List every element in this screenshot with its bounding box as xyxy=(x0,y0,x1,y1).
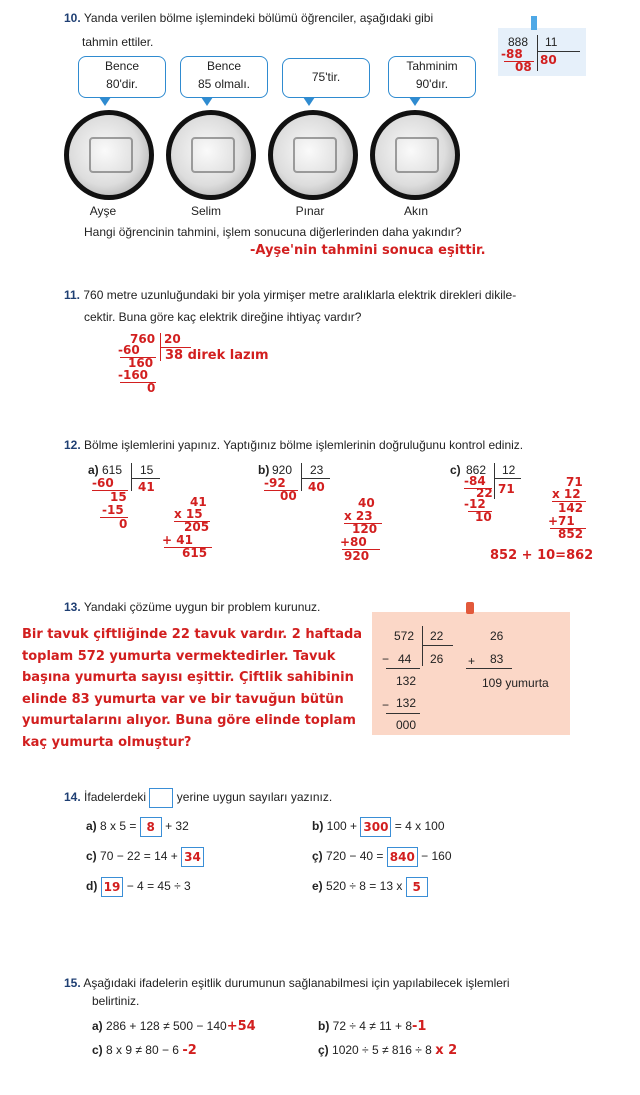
q12-a-sub2: -15 xyxy=(102,503,124,517)
check-line: x 15 xyxy=(174,507,203,521)
check-line: x 12 xyxy=(552,487,581,501)
q12-number: 12. xyxy=(64,438,81,452)
name-pinar: Pınar xyxy=(295,204,325,218)
bubble-text: Bence xyxy=(104,59,140,73)
speech-bubble-pinar xyxy=(282,58,370,98)
q11-r1: 160 xyxy=(128,356,154,370)
q11-divisor: 20 xyxy=(164,332,181,346)
check-line: 920 xyxy=(344,549,370,563)
q12-c xyxy=(450,463,550,533)
q12-c-quotient: 71 xyxy=(498,482,515,496)
q10-answer: -Ayşe'nin tahmini sonuca eşittir. xyxy=(250,243,486,258)
note-add1: 26 xyxy=(490,629,504,643)
q12-b-dividend: 920 xyxy=(272,463,293,477)
q12-b-label: b) xyxy=(258,463,270,477)
speech-bubble-akin xyxy=(388,56,476,98)
note-r1: 132 xyxy=(396,674,417,688)
name-ayse: Ayşe xyxy=(89,204,117,218)
answer-box: 300 xyxy=(360,817,391,837)
check-line: 40 xyxy=(358,496,375,510)
q14-text-post: yerine uygun sayıları yazınız. xyxy=(176,790,333,805)
q13-answer-line: kaç yumurta olmuştur? xyxy=(22,734,192,750)
note-sub2: 132 xyxy=(396,696,417,710)
q10-division-card xyxy=(498,28,586,76)
q14-item-c: c) 70 − 22 = 14 + 34 xyxy=(86,847,204,867)
q12-c-label: c) xyxy=(450,463,461,477)
note-add2: 83 xyxy=(490,652,504,666)
q13-answer-line: yumurtalarını alıyor. Buna göre elinde toplam xyxy=(22,713,356,728)
q14-text xyxy=(64,788,332,808)
q12-text-line: Bölme işlemlerini yapınız. Yaptığınız bölme işlemlerinin doğruluğunu kontrol ediniz. xyxy=(84,438,524,452)
q12-c-sub2: -12 xyxy=(464,497,486,511)
q13-answer-line: Bir tavuk çiftliğinde 22 tavuk vardır. 2 haftada xyxy=(22,627,363,642)
q12-b-quotient: 40 xyxy=(308,480,325,494)
q15-number: 15. xyxy=(64,976,81,990)
bubble-text: 90'dır. xyxy=(415,77,449,91)
q15-item-cc: ç) 1020 ÷ 5 ≠ 816 ÷ 8 x 2 xyxy=(318,1043,458,1058)
q11-r2: 0 xyxy=(147,381,156,395)
q12-a-label: a) xyxy=(88,463,99,477)
q11-sub2: -160 xyxy=(118,368,149,382)
answer-box: 8 xyxy=(140,817,162,837)
check-line: +71 xyxy=(548,514,575,528)
q13-text-line: Yandaki çözüme uygun bir problem kurunuz. xyxy=(83,600,321,614)
q10-sub: -88 xyxy=(501,47,523,61)
q12-a-dividend: 615 xyxy=(102,463,123,477)
check-line: 71 xyxy=(566,475,583,489)
check-line: 120 xyxy=(352,522,378,536)
answer-box: 19 xyxy=(101,877,124,897)
name-akin: Akın xyxy=(403,204,428,218)
check-line: +80 xyxy=(340,535,367,549)
q10-number: 10. xyxy=(64,11,81,25)
speech-bubble-selim xyxy=(180,56,268,98)
q10-question: Hangi öğrencinin tahmini, işlem sonucuna diğerlerinden daha yakındır? xyxy=(84,225,462,239)
q12-c-r1: 22 xyxy=(476,486,493,500)
q14-item-cc: ç) 720 − 40 = 840 − 160 xyxy=(312,847,452,867)
q14-item-a: a) 8 x 5 = 8 + 32 xyxy=(86,817,189,837)
q12-b-check xyxy=(340,497,410,567)
q12-a-check xyxy=(160,496,230,566)
q14-number: 14. xyxy=(64,790,81,805)
q11-sub1: -60 xyxy=(118,343,140,357)
q12-c-sub1: -84 xyxy=(464,474,486,488)
check-line: 205 xyxy=(184,520,210,534)
student-photo-selim xyxy=(166,110,256,200)
note-dividend: 572 xyxy=(394,629,415,643)
pin-icon xyxy=(531,16,537,30)
q13-answer-line: elinde 83 yumurta var ve bir tavuğun bütün xyxy=(22,691,344,707)
q13-answer-line: toplam 572 yumurta vermektedirler. Tavuk xyxy=(22,648,336,664)
q12-a-sub1: -60 xyxy=(92,476,114,490)
q14-item-b: b) 100 + 300 = 4 x 100 xyxy=(312,817,445,837)
q14-text-pre: İfadelerdeki xyxy=(84,790,147,805)
name-selim: Selim xyxy=(190,204,221,218)
q13-number: 13. xyxy=(64,600,81,614)
q12-b-r1: 00 xyxy=(280,489,297,503)
q12-a-r2: 0 xyxy=(119,517,128,531)
q15-text xyxy=(64,975,510,992)
q12-a-divisor: 15 xyxy=(140,463,154,477)
check-line: 852 xyxy=(558,527,584,541)
q11-text xyxy=(64,287,516,304)
q12-c-check xyxy=(548,476,608,546)
q12-text xyxy=(64,437,523,454)
q10-text-line2: tahmin ettiler. xyxy=(82,35,154,49)
answer-box: 840 xyxy=(387,847,418,867)
q10-dividend: 888 xyxy=(508,35,529,49)
check-line: 615 xyxy=(182,546,208,560)
q14-item-d: d) 19 − 4 = 45 ÷ 3 xyxy=(86,877,191,897)
q10-text-line1: Yanda verilen bölme işlemindeki bölümü öğrenciler, aşağıdaki gibi xyxy=(83,11,434,25)
answer-box: 5 xyxy=(406,877,428,897)
check-line: 142 xyxy=(558,501,584,515)
q11-text-line2: cektir. Buna göre kaç elektrik direğine ihtiyaç vardır? xyxy=(84,310,362,324)
q12-c-r2: 10 xyxy=(475,510,492,524)
bubble-text: 75'tir. xyxy=(311,70,341,84)
q13-text xyxy=(64,599,320,616)
q13-solution-note: 572 22 − 44 26 132 − 132 000 26 + 83 109 yumurta xyxy=(372,612,570,735)
bubble-text: Bence xyxy=(206,59,242,73)
check-line: + 41 xyxy=(162,533,193,547)
q15-item-c: c) 8 x 9 ≠ 80 − 6 -2 xyxy=(92,1043,197,1058)
q10-rem: 08 xyxy=(515,60,532,74)
note-r2: 000 xyxy=(396,718,417,732)
empty-box-icon xyxy=(149,788,173,808)
pin-icon xyxy=(466,602,474,614)
q15-text-line1: Aşağıdaki ifadelerin eşitlik durumunun sağlanabilmesi için yapılabilecek işlemleri xyxy=(83,976,510,990)
q10-divisor: 11 xyxy=(545,35,558,49)
speech-bubble-ayse xyxy=(78,56,166,98)
q12-c-final: 852 + 10=862 xyxy=(490,548,594,563)
q13-answer xyxy=(22,624,367,753)
q15-item-b: b) 72 ÷ 4 ≠ 11 + 8-1 xyxy=(318,1019,427,1034)
q11-work xyxy=(118,333,288,398)
check-line: 41 xyxy=(190,495,207,509)
note-sub1: 44 xyxy=(398,652,412,666)
q15-text-line2: belirtiniz. xyxy=(92,994,140,1008)
note-sum: 109 yumurta xyxy=(482,676,549,690)
q11-dividend: 760 xyxy=(130,332,156,346)
q14-item-e: e) 520 ÷ 8 = 13 x 5 xyxy=(312,877,428,897)
check-line: x 23 xyxy=(344,509,373,523)
q11-number: 11. xyxy=(64,288,81,302)
q12-c-divisor: 12 xyxy=(502,463,516,477)
q12-a-r1: 15 xyxy=(110,490,127,504)
q11-answer: 38 direk lazım xyxy=(165,348,269,363)
answer-box: 34 xyxy=(181,847,204,867)
note-divisor: 22 xyxy=(430,629,444,643)
bubble-text: 85 olmalı. xyxy=(197,77,251,91)
student-photo-akin xyxy=(370,110,460,200)
q11-text-line1: 760 metre uzunluğundaki bir yola yirmişer metre aralıklarla elektrik direkleri dikile- xyxy=(83,288,517,302)
q13-answer-line: başına yumurta sayısı eşittir. Çiftlik sahibinin xyxy=(22,670,354,685)
note-quotient: 26 xyxy=(430,652,444,666)
q15-item-a: a) 286 + 128 ≠ 500 − 140+54 xyxy=(92,1019,256,1034)
q12-b-sub1: -92 xyxy=(264,476,286,490)
q12-a-quotient: 41 xyxy=(138,480,155,494)
student-photo-ayse xyxy=(64,110,154,200)
q12-c-dividend: 862 xyxy=(466,463,487,477)
q12-b-divisor: 23 xyxy=(310,463,324,477)
q10-text xyxy=(64,10,433,27)
student-photo-pinar xyxy=(268,110,358,200)
bubble-text: 80'dir. xyxy=(106,77,138,91)
bubble-text: Tahminim xyxy=(406,59,458,73)
q10-quotient: 80 xyxy=(540,53,557,67)
